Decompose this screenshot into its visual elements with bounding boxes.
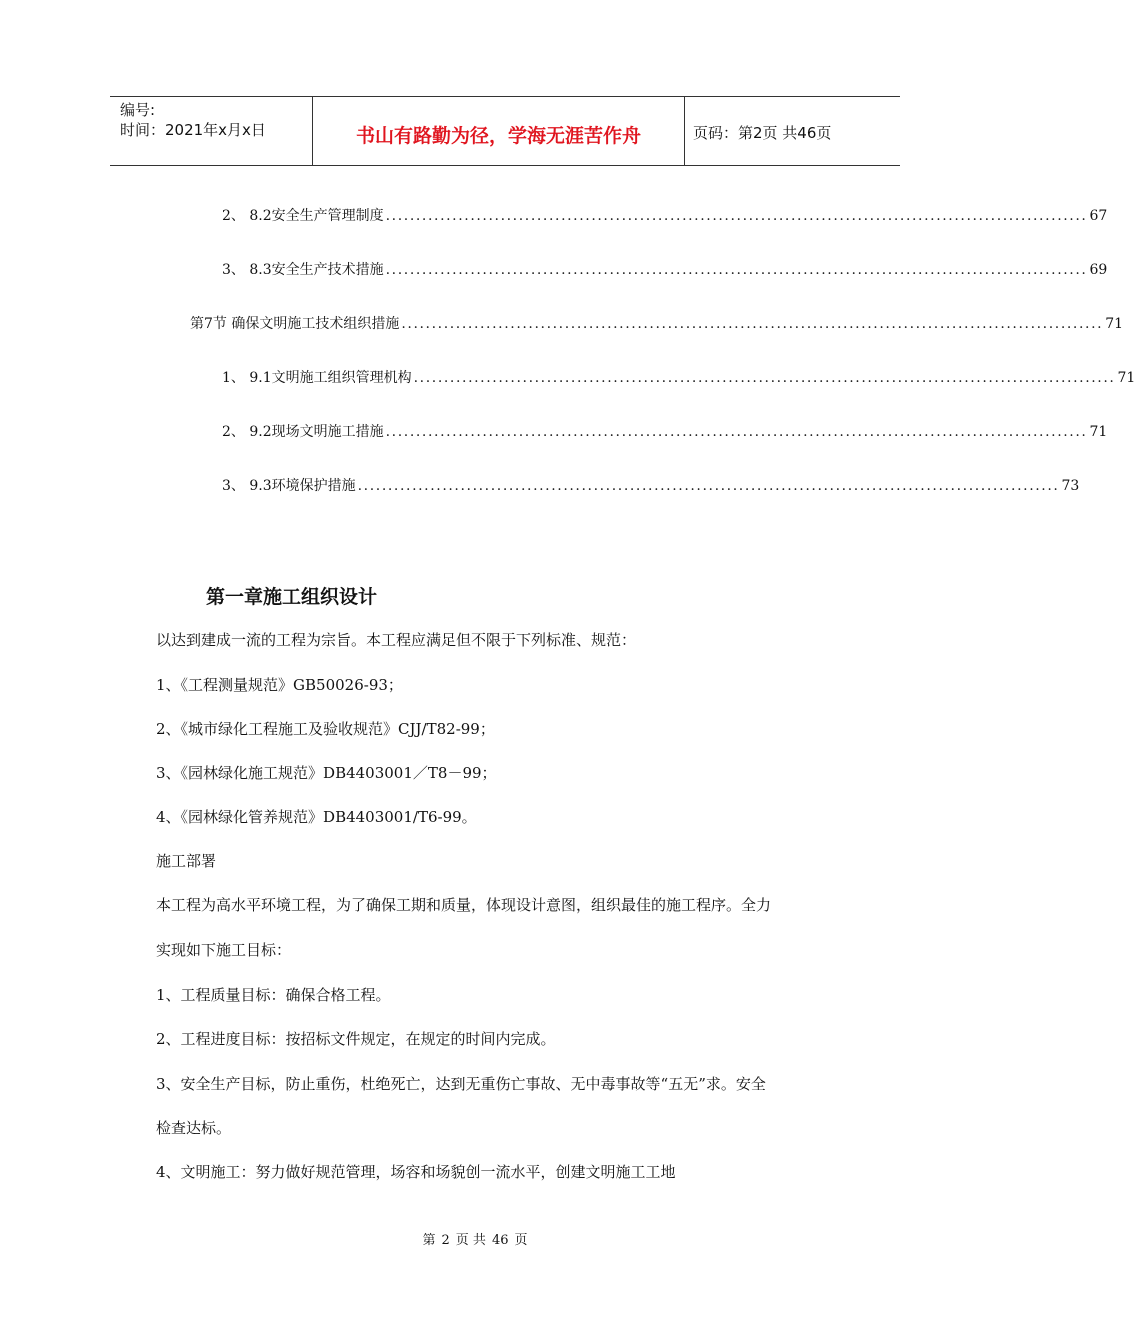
body-paragraph: 以达到建成一流的工程为宗旨。本工程应满足但不限于下列标准、规范：	[156, 631, 637, 649]
header-left-cell	[110, 97, 313, 165]
toc-entry-page: 73	[1061, 478, 1080, 494]
toc-entry-title: 2、 8.2安全生产管理制度	[222, 208, 384, 224]
toc-leader-dots: ....................................................................................................................	[385, 208, 1088, 224]
toc-entry-title: 第7节 确保文明施工技术组织措施	[190, 316, 400, 332]
footer-current-page: 2	[441, 1233, 450, 1248]
toc-entry[interactable]	[222, 421, 1108, 443]
standard-item: 4、《园林绿化管养规范》DB4403001/T6-99。	[156, 808, 477, 826]
toc-leader-dots: ....................................................................................................................	[385, 262, 1088, 278]
goal-item-continuation: 检查达标。	[156, 1119, 232, 1137]
toc-entry-title: 3、 9.3环境保护措施	[222, 478, 356, 494]
page-header	[110, 96, 900, 166]
footer-total-pages: 46	[491, 1233, 509, 1248]
toc-leader-dots: ....................................................................................................................	[357, 478, 1060, 494]
toc-entry-page: 71	[1117, 370, 1135, 386]
footer-prefix: 第	[422, 1233, 436, 1248]
header-middle-cell	[313, 97, 685, 165]
toc-entry[interactable]	[222, 205, 1108, 227]
toc-entry-page: 69	[1089, 262, 1108, 278]
section-heading: 施工部署	[156, 852, 217, 870]
standard-item: 2、《城市绿化工程施工及验收规范》CJJ/T82-99；	[156, 720, 495, 738]
standard-item: 3、《园林绿化施工规范》DB4403001／T8－99；	[156, 764, 497, 782]
goal-item: 4、文明施工：努力做好规范管理，场容和场貌创一流水平，创建文明施工工地	[156, 1163, 676, 1181]
body-paragraph: 本工程为高水平环境工程，为了确保工期和质量，体现设计意图，组织最佳的施工程序。全力	[156, 896, 772, 914]
toc-entry[interactable]	[190, 313, 1124, 335]
header-right-cell	[685, 97, 900, 165]
footer-suffix: 页	[514, 1233, 528, 1248]
toc-entry-page: 67	[1089, 208, 1108, 224]
document-time-label: 时间：2021年x月x日	[120, 121, 266, 139]
toc-leader-dots: ....................................................................................................................	[413, 370, 1116, 386]
goal-item: 1、工程质量目标：确保合格工程。	[156, 986, 391, 1004]
toc-entry-title: 2、 9.2现场文明施工措施	[222, 424, 384, 440]
page-footer	[0, 1229, 950, 1248]
goal-item: 2、工程进度目标：按招标文件规定，在规定的时间内完成。	[156, 1030, 556, 1048]
toc-leader-dots: ....................................................................................................................	[385, 424, 1088, 440]
header-motto: 书山有路勤为径，学海无涯苦作舟	[355, 125, 641, 147]
goal-item: 3、安全生产目标，防止重伤，杜绝死亡，达到无重伤亡事故、无中毒事故等“五无”求。安全	[156, 1075, 766, 1093]
toc-entry[interactable]	[222, 259, 1108, 281]
toc-entry-page: 71	[1089, 424, 1108, 440]
document-number-label: 编号:	[120, 101, 156, 119]
body-paragraph: 实现如下施工目标：	[156, 941, 292, 959]
standard-item: 1、《工程测量规范》GB50026-93；	[156, 676, 403, 694]
footer-mid: 页 共	[455, 1233, 486, 1248]
toc-entry-title: 1、 9.1文明施工组织管理机构	[222, 370, 412, 386]
toc-entry-page: 71	[1105, 316, 1124, 332]
toc-entry-title: 3、 8.3安全生产技术措施	[222, 262, 384, 278]
header-page-label: 页码：第2页 共46页	[693, 124, 832, 142]
toc-entry[interactable]	[222, 475, 1080, 497]
toc-entry[interactable]	[222, 367, 1135, 389]
chapter-title: 第一章施工组织设计	[206, 586, 378, 608]
toc-leader-dots: ....................................................................................................................	[401, 316, 1104, 332]
